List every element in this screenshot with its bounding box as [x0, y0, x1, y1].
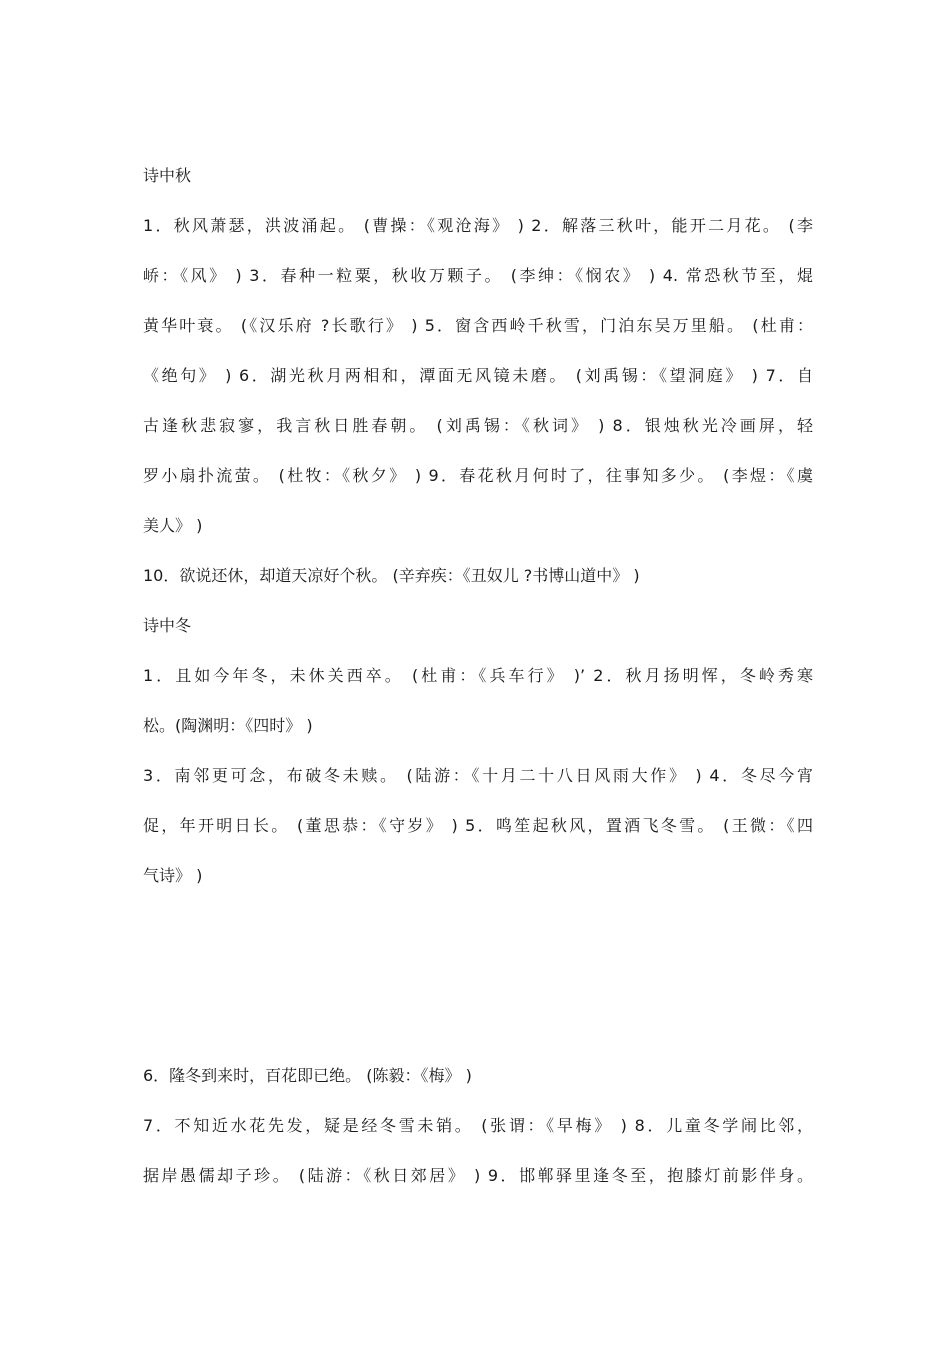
text-line: 黄华叶衰。 (《汉乐府 ?长歌行》 ) 5．窗含西岭千秋雪，门泊东吴万里船。 (杜甫：: [143, 316, 813, 335]
text-line: 《绝句》 ) 6．湖光秋月两相和，潭面无风镜未磨。 (刘禹锡：《望洞庭》 ) 7．自: [143, 366, 813, 385]
text-line: 罗小扇扑流萤。 (杜牧：《秋夕》 ) 9．春花秋月何时了，往事知多少。 (李煜：《虞: [143, 466, 813, 485]
text-line: 峤：《风》 ) 3．春种一粒粟，秋收万颗子。 (李绅：《悯农》 ) 4. 常恐秋节至，焜: [143, 266, 813, 285]
text-line: 松。(陶渊明：《四时》 ): [143, 716, 313, 735]
text-line: 气诗》 ): [143, 866, 203, 885]
text-line: 3．南邻更可念，布破冬未赎。 (陆游：《十月二十八日风雨大作》 ) 4．冬尽今宵: [143, 766, 813, 785]
paragraph-winter-poem-6: 6．隆冬到来时，百花即已绝。 (陈毅：《梅》 ): [143, 1066, 472, 1085]
text-line: 古逢秋悲寂寥，我言秋日胜春朝。 (刘禹锡：《秋词》 ) 8．银烛秋光冷画屏，轻: [143, 416, 813, 435]
section-heading-autumn: 诗中秋: [143, 166, 192, 185]
paragraph-autumn-poem-10: 10．欲说还休，却道天凉好个秋。 (辛弃疾：《丑奴儿 ?书博山道中》 ): [143, 566, 640, 585]
section-heading-winter: 诗中冬: [143, 616, 192, 635]
text-line: 7．不知近水花先发，疑是经冬雪未销。 (张谓：《早梅》 ) 8．儿童冬学闹比邻，: [143, 1116, 813, 1135]
text-line: 据岸愚儒却子珍。 (陆游：《秋日郊居》 ) 9．邯郸驿里逢冬至，抱膝灯前影伴身。: [143, 1166, 813, 1185]
text-line: 促，年开明日长。 (董思恭：《守岁》 ) 5．鸣笙起秋风，置酒飞冬雪。 (王微：《四: [143, 816, 813, 835]
text-line: 美人》 ): [143, 516, 203, 535]
text-line: 1．秋风萧瑟，洪波涌起。 (曹操：《观沧海》 ) 2．解落三秋叶，能开二月花。 (李: [143, 216, 813, 235]
text-line: 1．且如今年冬，未休关西卒。 (杜甫：《兵车行》 )’ 2．秋月扬明恽，冬岭秀寒: [143, 666, 813, 685]
